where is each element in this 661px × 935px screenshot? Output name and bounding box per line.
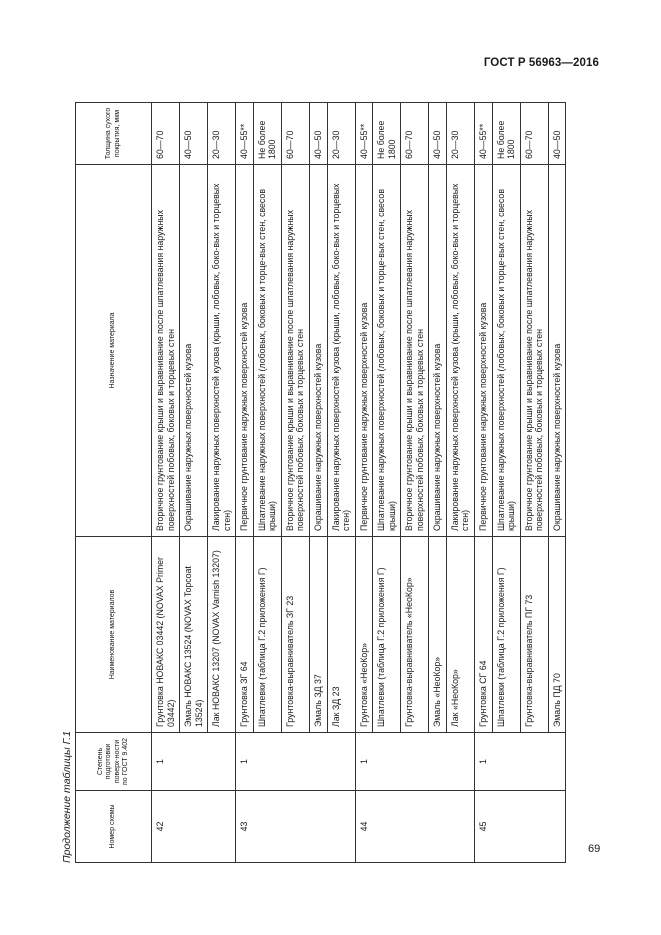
thickness-cell: 60—70	[281, 103, 309, 165]
thickness-cell: 60—70	[520, 103, 548, 165]
material-cell: Грунтовка-выравниватель ПГ 73	[520, 537, 548, 733]
material-cell: Лак «НеоКор»	[446, 537, 474, 733]
column-header-material-purpose: Назначение материала	[76, 165, 152, 537]
table-row	[152, 103, 180, 863]
purpose-cell: Первичное грунтование наружных поверхностей кузова	[355, 165, 373, 537]
scheme-number-cell: 44	[355, 791, 474, 863]
thickness-cell: 40—55**	[236, 103, 254, 165]
material-cell: Грунтовка «НеоКор»	[355, 537, 373, 733]
purpose-cell: Окрашивание наружных поверхностей кузова	[310, 165, 328, 537]
column-header-material-name: Наименование материалов	[76, 537, 152, 733]
preparation-degree-cell: 1	[236, 733, 355, 791]
thickness-cell: 20—30	[327, 103, 355, 165]
thickness-cell: Не более 1800	[373, 103, 401, 165]
preparation-degree-cell: 1	[355, 733, 474, 791]
material-cell: Шпатлевки (таблица Г.2 приложения Г)	[253, 537, 281, 733]
page-number: 69	[588, 843, 601, 855]
material-cell: Эмаль ПД 70	[548, 537, 566, 733]
thickness-cell: 40—50	[429, 103, 447, 165]
column-header-scheme-number: Номер схемы	[76, 791, 152, 863]
material-cell: Грунтовка ЗГ 64	[236, 537, 254, 733]
scheme-number-cell: 42	[152, 791, 236, 863]
thickness-cell: Не более 1800	[253, 103, 281, 165]
column-header-preparation-degree: Степень подготовки поверх-ности по ГОСТ 9.402	[76, 733, 152, 791]
purpose-cell: Первичное грунтование наружных поверхностей кузова	[236, 165, 254, 537]
material-cell: Лак ЗД 23	[327, 537, 355, 733]
purpose-cell: Окрашивание наружных поверхностей кузова	[180, 165, 208, 537]
table-header-row	[76, 103, 152, 863]
table-row	[236, 103, 254, 863]
thickness-cell: 20—30	[208, 103, 236, 165]
material-cell: Грунтовка СГ 64	[475, 537, 493, 733]
table-caption: Продолжение таблицы Г.1	[61, 730, 73, 863]
purpose-cell: Шпатлевание наружных поверхностей (лобовых, боковых и торце-вых стен, свесов крыши)	[373, 165, 401, 537]
purpose-cell: Вторичное грунтование крыши и выравнивание после шпатлевания наружных поверхностей побовых, боковых и торцевых стен	[401, 165, 429, 537]
thickness-cell: 40—50	[310, 103, 328, 165]
material-cell: Шпатлевки (таблица Г.2 приложения Г)	[492, 537, 520, 733]
purpose-cell: Лакирование наружных поверхностей кузова (крыши, лобовых, боко-вых и торцевых стен)	[327, 165, 355, 537]
purpose-cell: Вторичное грунтование крыши и выравнивание после шпатлевания наружных поверхностей побовых, боковых и торцевых стен	[152, 165, 180, 537]
preparation-degree-cell: 1	[152, 733, 236, 791]
purpose-cell: Окрашивание наружных поверхностей кузова	[548, 165, 566, 537]
preparation-degree-cell: 1	[475, 733, 566, 791]
thickness-cell: 60—70	[401, 103, 429, 165]
scheme-number-cell: 43	[236, 791, 355, 863]
material-cell: Лак НОВАКС 13207 (NOVAX Varnish 13207)	[208, 537, 236, 733]
scheme-number-cell: 45	[475, 791, 566, 863]
material-cell: Грунтовка НОВАКС 03442 (NOVAX Primer 03442)	[152, 537, 180, 733]
table-row	[475, 103, 493, 863]
rotated-table-area	[60, 103, 600, 863]
purpose-cell: Окрашивание наружных поверхностей кузова	[429, 165, 447, 537]
material-cell: Шпатлевки (таблица Г.2 приложения Г)	[373, 537, 401, 733]
material-cell: Грунтовка-выравниватель ЗГ 23	[281, 537, 309, 733]
purpose-cell: Лакирование наружных поверхностей кузова (крыши, лобовых, боко-вых и торцевых стен)	[208, 165, 236, 537]
material-cell: Эмаль «НеоКор»	[429, 537, 447, 733]
thickness-cell: 40—50	[548, 103, 566, 165]
standard-header: ГОСТ Р 56963—2016	[483, 57, 599, 69]
material-cell: Грунтовка-выравниватель «НеоКор»	[401, 537, 429, 733]
purpose-cell: Лакирование наружных поверхностей кузова (крыши, лобовых, боко-вых и торцевых стен)	[446, 165, 474, 537]
purpose-cell: Первичное грунтование наружных поверхностей кузова	[475, 165, 493, 537]
thickness-cell: 40—55**	[355, 103, 373, 165]
column-header-dry-film-thickness: Толщина сухого покрытия, мкм	[76, 103, 152, 165]
material-cell: Эмаль ЗД 37	[310, 537, 328, 733]
material-cell: Эмаль НОВАКС 13524 (NOVAX Topcoat 13524)	[180, 537, 208, 733]
purpose-cell: Вторичное грунтование крыши и выравнивание после шпатлевания наружных поверхностей побовых, боковых и торцевых стен	[281, 165, 309, 537]
thickness-cell: 40—50	[180, 103, 208, 165]
thickness-cell: Не более 1800	[492, 103, 520, 165]
coating-schemes-table	[75, 102, 566, 863]
thickness-cell: 40—55**	[475, 103, 493, 165]
thickness-cell: 60—70	[152, 103, 180, 165]
table-row	[355, 103, 373, 863]
purpose-cell: Шпатлевание наружных поверхностей (лобовых, боковых и торце-вых стен, свесов крыши)	[492, 165, 520, 537]
thickness-cell: 20—30	[446, 103, 474, 165]
purpose-cell: Вторичное грунтование крыши и выравнивание после шпатлевания наружных поверхностей побовых, боковых и торцевых стен	[520, 165, 548, 537]
purpose-cell: Шпатлевание наружных поверхностей (лобовых, боковых и торце-вых стен, свесов крыши)	[253, 165, 281, 537]
